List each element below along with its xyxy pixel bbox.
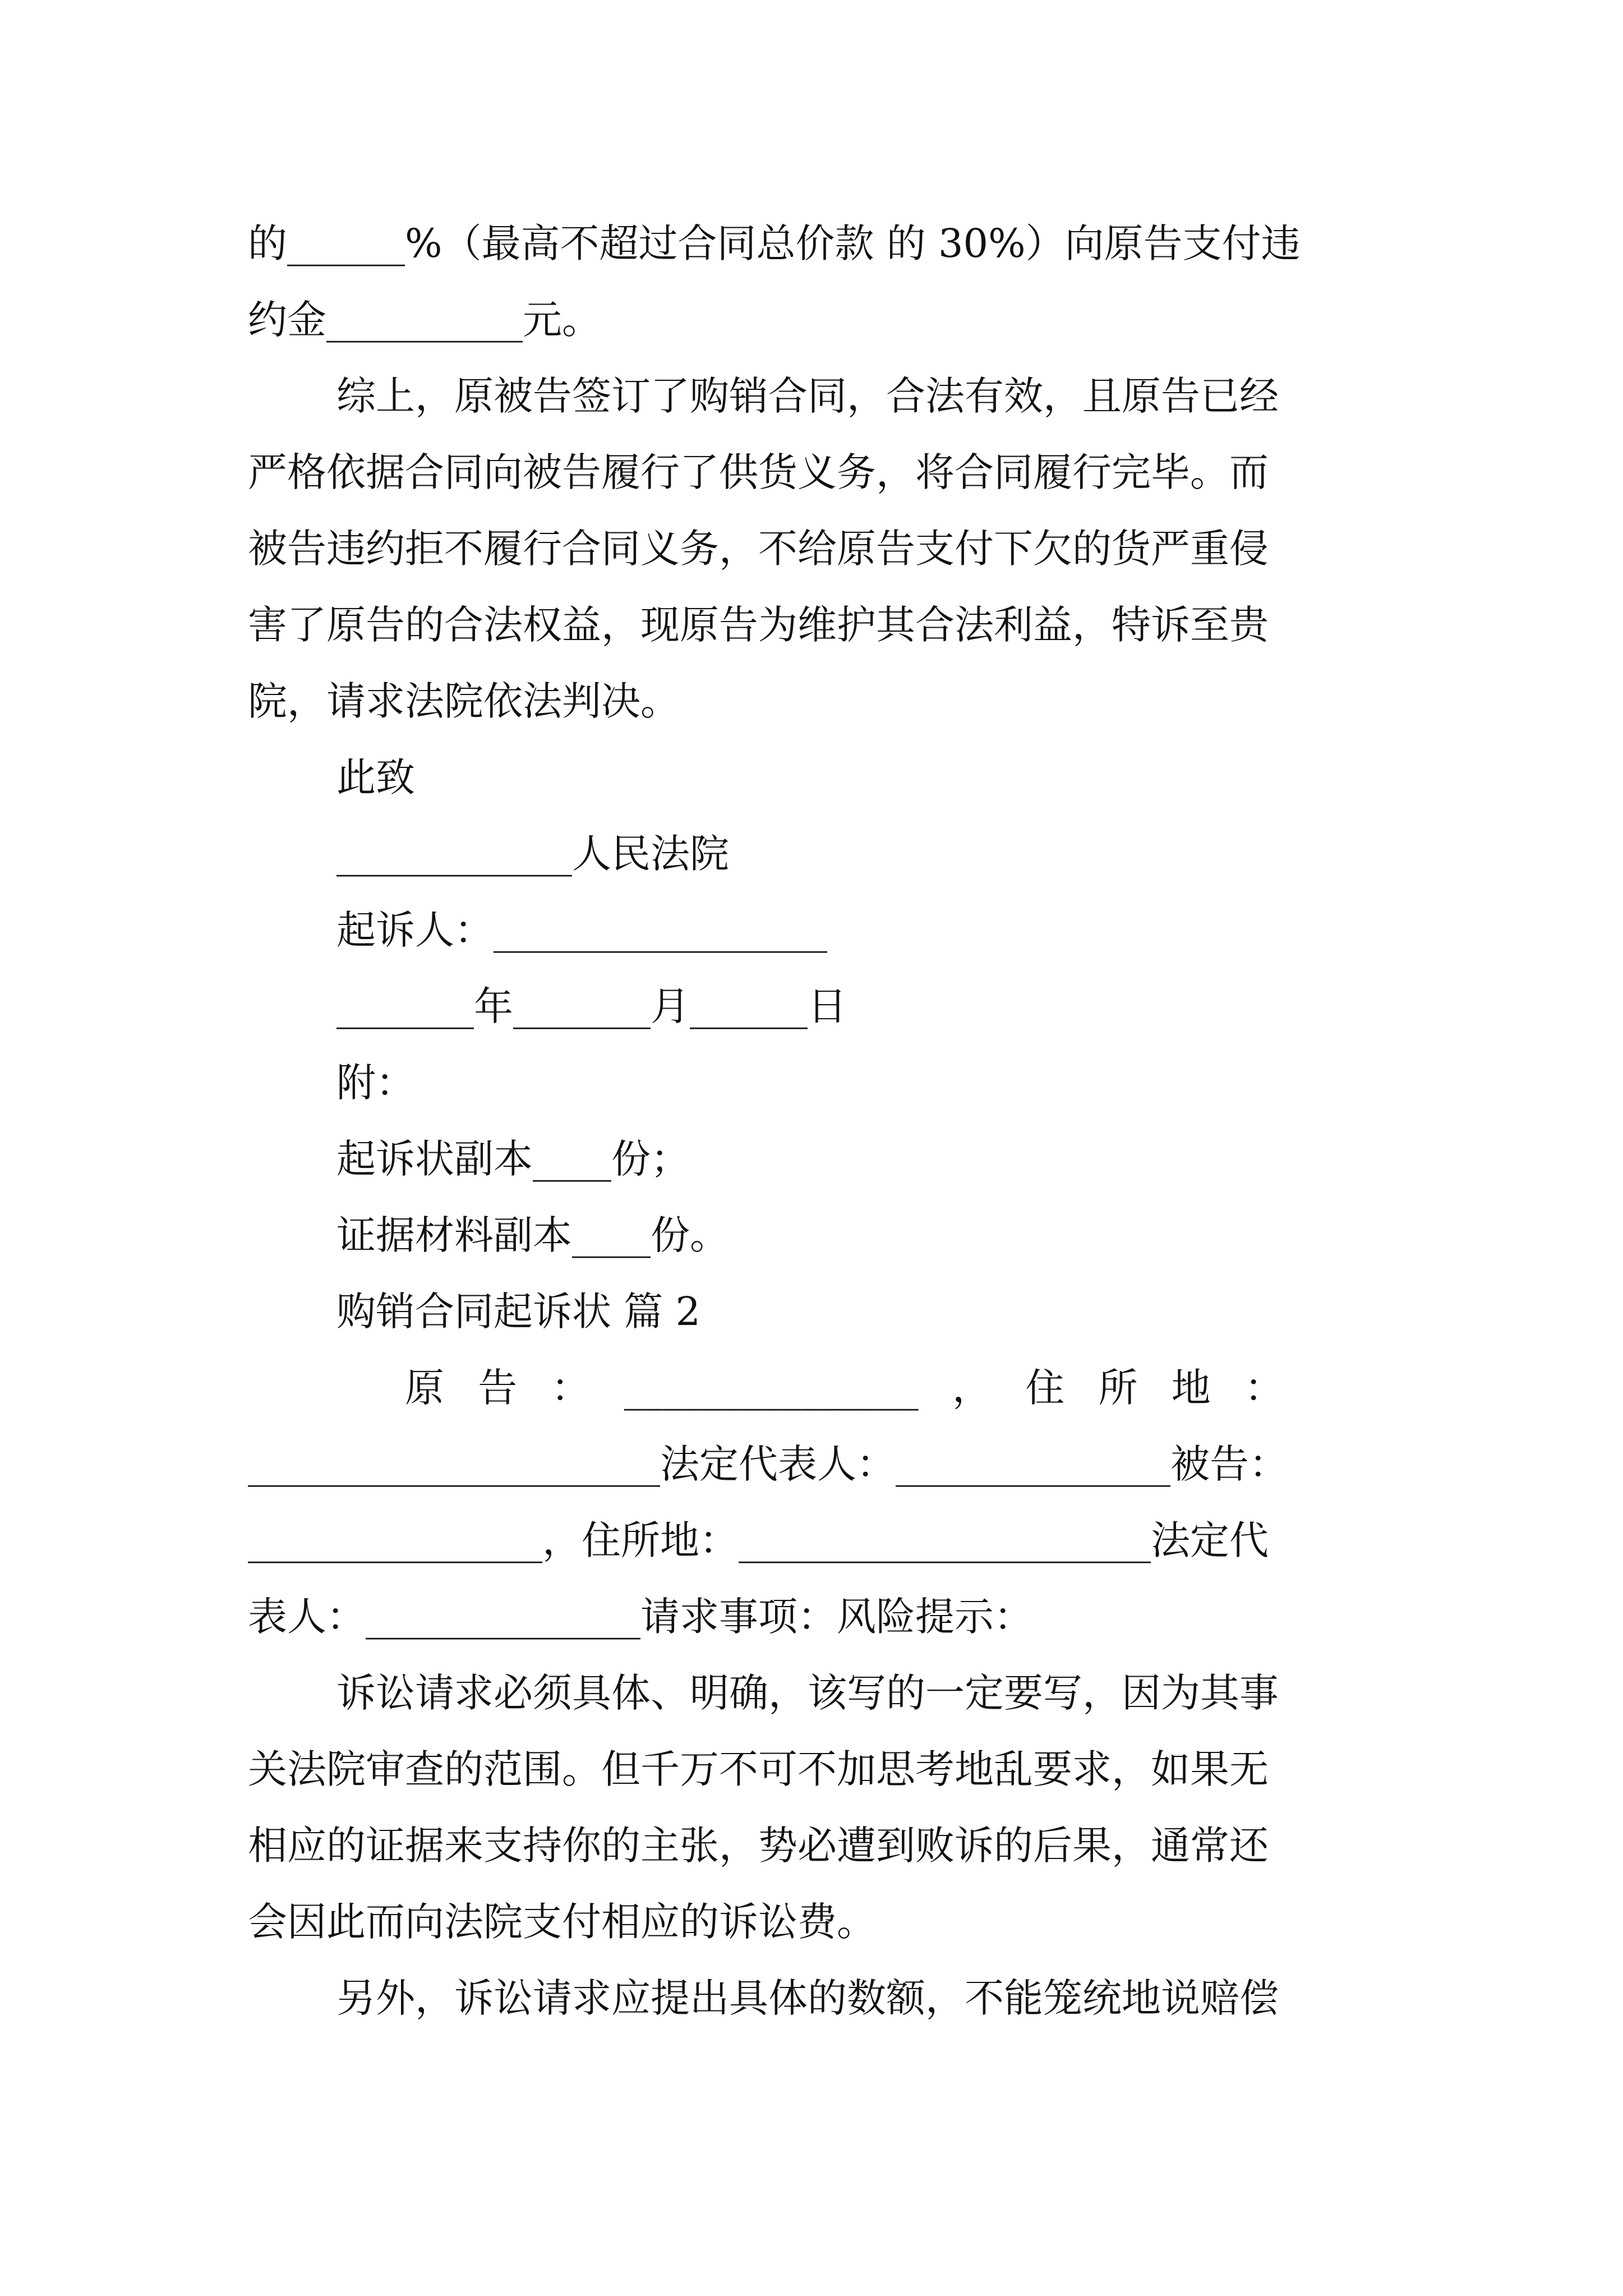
line-text: 起诉状副本____份；: [336, 1136, 690, 1182]
line-text: 另外，诉讼请求应提出具体的数额，不能笼统地说赔偿: [336, 1975, 1279, 2021]
date-line: [336, 967, 1475, 1046]
text-line: [405, 1349, 1386, 1427]
line-text: 起诉人：_________________: [336, 907, 827, 953]
text-line: [248, 1806, 1386, 1885]
line-text: 相应的证据来支持你的主张，势必遭到败诉的后果，通常还: [248, 1823, 1269, 1869]
text-line: [248, 1425, 1386, 1503]
text-line: [248, 509, 1386, 588]
text-line: [248, 204, 1386, 283]
text-line: [248, 1501, 1386, 1580]
line-text: 原 告 ： _______________ ， 住 所 地 ：: [405, 1365, 1284, 1411]
line-text: _____________________法定代表人：______________被告：: [248, 1441, 1288, 1487]
text-line: [248, 433, 1386, 512]
line-text: 关法院审查的范围。但千万不可不加思考地乱要求，如果无: [248, 1746, 1269, 1792]
text-line: [248, 1730, 1386, 1809]
line-text: 综上，原被告签订了购销合同，合法有效，且原告已经: [336, 373, 1279, 419]
line-text: 严格依据合同向被告履行了供货义务，将合同履行完毕。而: [248, 449, 1269, 495]
line-text: 被告违约拒不履行合同义务，不给原告支付下欠的货严重侵: [248, 526, 1269, 572]
court-line: [336, 815, 1475, 893]
line-text: 约金__________元。: [248, 297, 601, 343]
text-line: [248, 1577, 1386, 1656]
line-text: 会因此而向法院支付相应的诉讼费。: [248, 1899, 876, 1945]
section-title: [336, 1272, 1475, 1351]
text-line: [336, 1654, 1386, 1732]
line-text: 表人：______________请求事项：风险提示：: [248, 1594, 1033, 1640]
line-text: 诉讼请求必须具体、明确，该写的一定要写，因为其事: [336, 1670, 1279, 1716]
line-text: 证据材料副本____份。: [336, 1212, 729, 1258]
line-text: 院，请求法院依法判决。: [248, 678, 680, 724]
text-line: [248, 586, 1386, 664]
attachment-item: [336, 1120, 1475, 1198]
line-text: 害了原告的合法权益，现原告为维护其合法利益，特诉至贵: [248, 602, 1269, 648]
text-line: [248, 662, 1386, 740]
line-text: 购销合同起诉状 篇 2: [336, 1289, 701, 1335]
attachment-item: [336, 1196, 1475, 1274]
line-text: 的______%（最高不超过合同总价款 的 30%）向原告支付违: [248, 220, 1301, 266]
line-text: 此致: [336, 754, 415, 800]
plaintiff-signature-line: [336, 891, 1475, 969]
text-line: [248, 280, 1386, 359]
line-text: _______年_______月______日: [336, 983, 847, 1029]
text-line: [248, 1883, 1386, 1961]
attachment-heading: [336, 1043, 1475, 1122]
line-text: _______________，住所地：_____________________法定代: [248, 1517, 1269, 1563]
line-text: ____________人民法院: [336, 831, 729, 877]
salutation-line: [336, 738, 1475, 817]
line-text: 附：: [336, 1060, 415, 1106]
text-line: [336, 1959, 1386, 2037]
text-line: [336, 357, 1386, 435]
